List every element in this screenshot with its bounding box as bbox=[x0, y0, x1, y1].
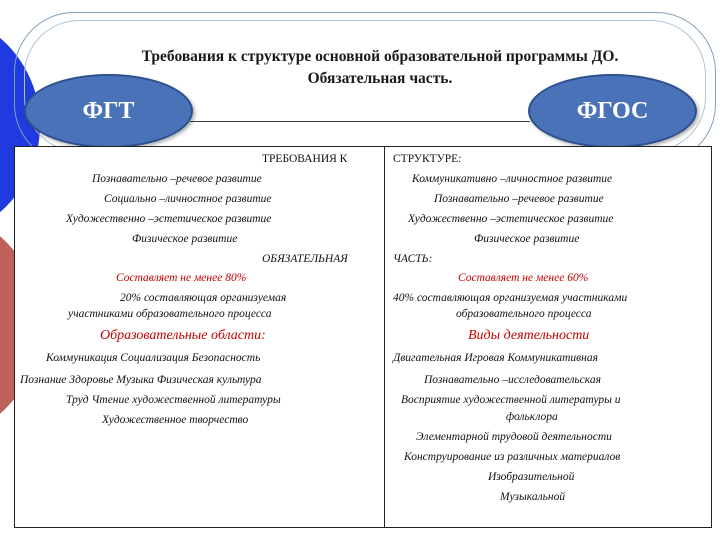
right-section: ЧАСТЬ: bbox=[393, 253, 433, 265]
right-kind-row: фольклора bbox=[506, 411, 558, 423]
left-part-line1: 20% составляющая организуемая bbox=[120, 292, 287, 304]
slide-title-line1: Требования к структуре основной образовательной программы ДО. bbox=[141, 48, 619, 65]
right-item: Художественно –эстетическое развитие bbox=[408, 213, 614, 225]
right-kind-row: Познавательно –исследовательская bbox=[424, 374, 601, 386]
left-part-line2: участниками образовательного процесса bbox=[68, 308, 272, 320]
left-area-row: Коммуникация Социализация Безопасность bbox=[46, 352, 261, 364]
left-section: ОБЯЗАТЕЛЬНАЯ bbox=[262, 253, 348, 265]
right-kinds-title: Виды деятельности bbox=[468, 328, 590, 343]
left-item: Социально –личностное развитие bbox=[104, 193, 272, 205]
right-item: Познавательно –речевое развитие bbox=[434, 193, 604, 205]
left-areas-title: Образовательные области: bbox=[100, 328, 266, 343]
left-header: ТРЕБОВАНИЯ К bbox=[262, 153, 348, 165]
left-percent: Составляет не менее 80% bbox=[116, 272, 247, 284]
left-item: Физическое развитие bbox=[132, 233, 238, 245]
left-area-row: Художественное творчество bbox=[102, 414, 249, 426]
left-area-row: Познание Здоровье Музыка Физическая культура bbox=[20, 374, 262, 386]
right-header: СТРУКТУРЕ: bbox=[393, 153, 462, 165]
connector-line bbox=[190, 121, 530, 122]
right-kind-row: Восприятие художественной литературы и bbox=[401, 394, 621, 406]
fgt-oval: ФГТ bbox=[24, 74, 193, 148]
right-percent: Составляет не менее 60% bbox=[458, 272, 589, 284]
right-part-line1: 40% составляющая организуемая участниками bbox=[393, 292, 628, 304]
right-kind-row: Конструирование из различных материалов bbox=[404, 451, 621, 463]
slide-title-line2: Обязательная часть. bbox=[307, 70, 453, 87]
left-area-row: Труд Чтение художественной литературы bbox=[66, 394, 281, 406]
right-item: Физическое развитие bbox=[474, 233, 580, 245]
right-item: Коммуникативно –личностное развитие bbox=[412, 173, 613, 185]
column-divider bbox=[384, 146, 385, 528]
right-kind-row: Элементарной трудовой деятельности bbox=[416, 431, 612, 443]
right-kind-row: Изобразительной bbox=[488, 471, 575, 483]
right-kind-row: Музыкальной bbox=[500, 491, 566, 503]
right-kind-row: Двигательная Игровая Коммуникативная bbox=[393, 352, 598, 364]
left-item: Познавательно –речевое развитие bbox=[92, 173, 262, 185]
right-part-line2: образовательного процесса bbox=[456, 308, 592, 320]
left-item: Художественно –эстетическое развитие bbox=[66, 213, 272, 225]
fgos-oval: ФГОС bbox=[528, 74, 697, 148]
